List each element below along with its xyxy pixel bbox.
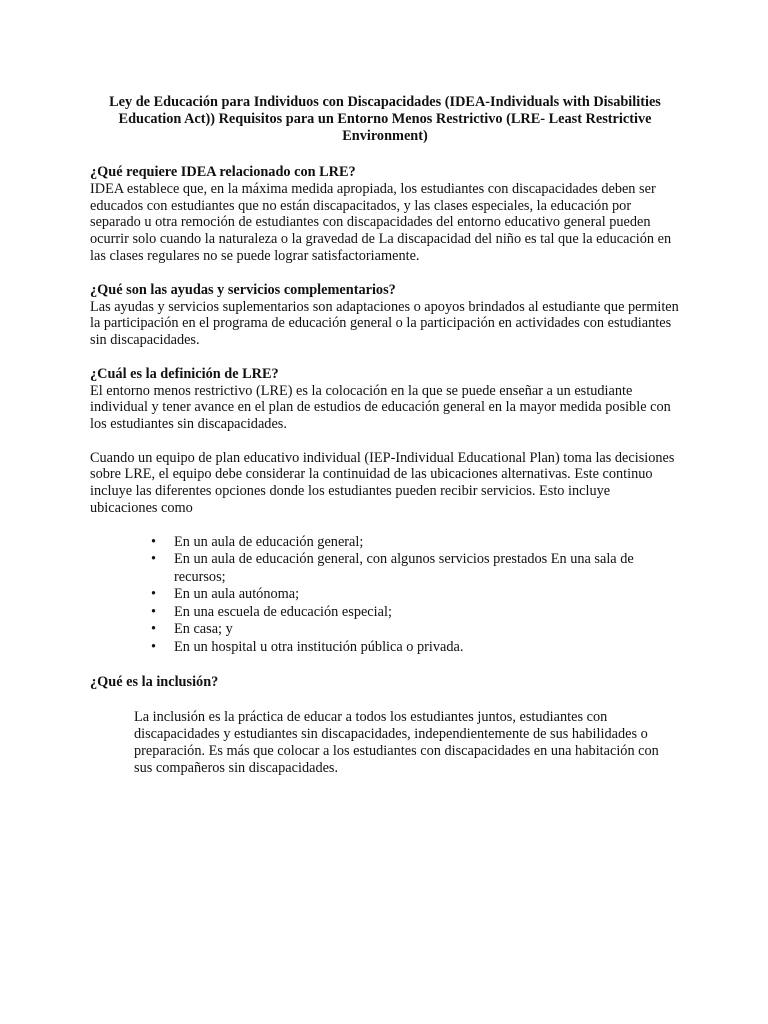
bullet-icon: •: [151, 603, 157, 620]
list-item: [150, 621, 680, 639]
bullet-icon: •: [151, 551, 157, 568]
bullet-icon: •: [151, 586, 157, 603]
bullet-icon: •: [151, 621, 157, 638]
list-item: [150, 604, 680, 622]
list-item-text: En un aula autónoma;: [174, 586, 300, 603]
list-item: [150, 586, 680, 604]
paragraph-lre-definition: El entorno menos restrictivo (LRE) es la colocación en la que se puede enseñar a un estudiante individual y tener avance en el plan de estudios de educación general en la mayor medida posible con los estudiantes sin discapacidades.: [90, 382, 671, 433]
heading-supplementary-aids: ¿Qué son las ayudas y servicios complementarios?: [90, 281, 396, 298]
list-item-text: En una escuela de educación especial;: [174, 603, 392, 620]
document-title: Ley de Educación para Individuos con Discapacidades (IDEA-Individuals with Disabilities Education Act)) Requisitos para un Entorno Menos Restrictivo (LRE- Least Restrictive Environment): [109, 94, 661, 144]
heading-idea-lre: ¿Qué requiere IDEA relacionado con LRE?: [90, 164, 356, 180]
list-item-text: En un hospital u otra institución pública o privada.: [174, 638, 464, 655]
list-item: [150, 639, 680, 657]
bullet-icon: •: [151, 533, 157, 550]
list-item: [150, 534, 680, 552]
list-item-text: En un aula de educación general;: [174, 533, 364, 550]
paragraph-iep-continuum: Cuando un equipo de plan educativo individual (IEP-Individual Educational Plan) toma las decisiones sobre LRE, el equipo debe considerar la continuidad de las ubicaciones alternativas. Este continuo incluye las diferentes opciones donde los estudiantes pueden recibir servicios. Esto incluye ubicaciones como: [90, 449, 675, 516]
paragraph-inclusion: La inclusión es la práctica de educar a todos los estudiantes juntos, estudiantes con discapacidades y estudiantes sin discapacidades, independientemente de sus habilidades o preparación. Es más que colocar a los estudiantes con discapacidades en una habitación con sus compañeros sin discapacidades.: [134, 709, 659, 777]
list-item-text: En casa; y: [174, 621, 233, 638]
paragraph-idea-lre: IDEA establece que, en la máxima medida apropiada, los estudiantes con discapacidades deben ser educados con estudiantes que no están discapacitados, y las clases especiales, la educación por separado u otra remoción de estudiantes con discapacidades del entorno educativo general pueden ocurrir solo cuando la naturaleza o la gravedad de La discapacidad del niño es tal que la educación en las clases regulares no se puede lograr satisfactoriamente.: [90, 181, 672, 264]
bullet-icon: •: [151, 638, 157, 655]
placement-list: [90, 534, 680, 657]
heading-lre-definition: ¿Cuál es la definición de LRE?: [90, 365, 279, 382]
document-page: [90, 94, 680, 777]
list-item-text: En un aula de educación general, con algunos servicios prestados En una sala de recursos;: [174, 551, 634, 585]
paragraph-supplementary-aids: Las ayudas y servicios suplementarios son adaptaciones o apoyos brindados al estudiante que permiten la participación en el programa de educación general o la participación en actividades con estudiantes sin discapacidades.: [90, 298, 679, 348]
heading-inclusion: ¿Qué es la inclusión?: [90, 674, 219, 691]
list-item: [150, 551, 680, 586]
